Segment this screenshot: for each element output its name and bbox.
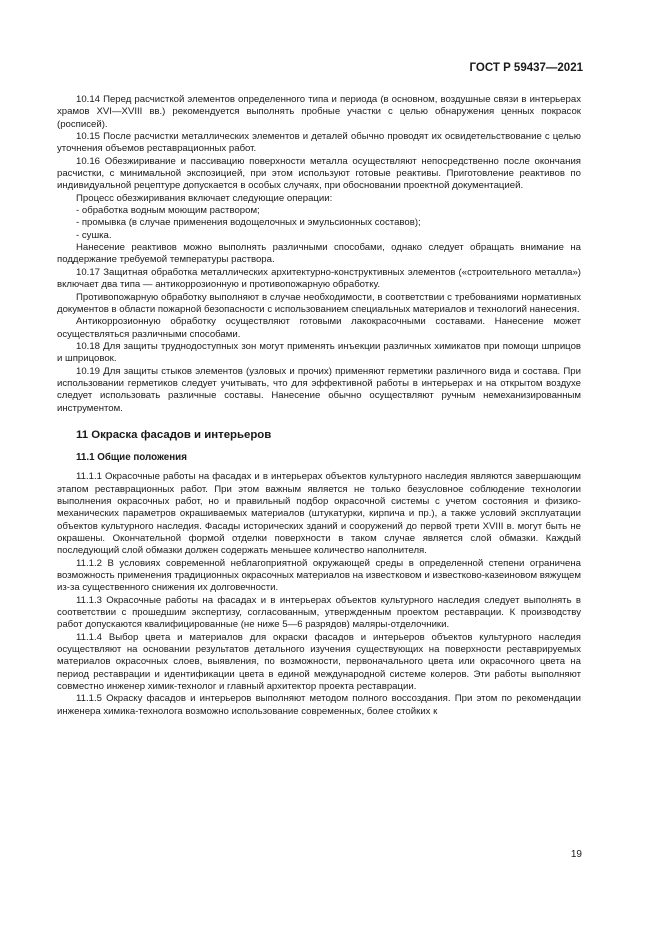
paragraph-10-16: 10.16 Обезжиривание и пассивацию поверхности металла осуществляют непосредственно после окончания расчистки, с минимальной экспозицией, при этом используют готовые реактивы. Приготовление реактивов по индивидуальной рецептуре допускается в особых случаях, при обосновании проектной документацией. <box>57 155 581 192</box>
list-item-drying: - сушка. <box>76 229 112 241</box>
paragraph-fire-protection: Противопожарную обработку выполняют в случае необходимости, в соответствии с требованиями нормативных документов в области пожарной безопасности с использованием специальных материалов и технологий нанесения. <box>57 291 581 315</box>
list-item-rinsing: - промывка (в случае применения водощелочных и эмульсионных составов); <box>76 217 421 229</box>
paragraph-11-1-4: 11.1.4 Выбор цвета и материалов для окраски фасадов и интерьеров объектов культурного наследия осуществляют на основании результатов детального изучения существующих на поверхности реставрируемых материалов окрасочных слоев, выявления, по возможности, первоначального цвета или окрасочного цвета на период реставрации и идентификации цвета в единой международной системе колеров. Эти работы выполняют совместно инженер химик-технолог и главный архитектор проекта реставрации. <box>57 631 581 693</box>
paragraph-10-15: 10.15 После расчистки металлических элементов и деталей обычно проводят их освидетельствование с целью уточнения объемов реставрационных работ. <box>57 131 581 155</box>
section-heading-11: 11 Окраска фасадов и интерьеров <box>76 428 272 441</box>
paragraph-10-17: 10.17 Защитная обработка металлических архитектурно-конструктивных элементов («строительного металла») включает два типа — антикоррозионную и противопожарную обработку. <box>57 266 581 291</box>
list-item-washing: - обработка водным моющим раствором; <box>76 205 260 217</box>
paragraph-11-1-5: 11.1.5 Окраску фасадов и интерьеров выполняют методом полного воссоздания. При этом по рекомендации инженера химика-технолога возможно использование современных, более стойких к <box>57 693 581 717</box>
page-number: 19 <box>570 849 582 860</box>
subsection-heading-11-1: 11.1 Общие положения <box>76 451 187 463</box>
paragraph-degreasing-intro: Процесс обезжиривания включает следующие операции: <box>76 192 333 204</box>
page-body <box>57 94 581 718</box>
paragraph-anticorrosion: Антикоррозионную обработку осуществляют готовыми лакокрасочными составами. Нанесение может осуществляться различными способами. <box>57 316 581 340</box>
paragraph-11-1-1: 11.1.1 Окрасочные работы на фасадах и в интерьерах объектов культурного наследия являются завершающим этапом реставрационных работ. При этом важным является не только безусловное соблюдение технологии выполнения окрасочных работ, но и правильный подбор окрасочной системы с учетом состояния и физико-механических параметров окрашиваемых материалов (штукатурки, кирпича и пр.), а также условий эксплуатации объектов культурного наследия. Фасады исторических зданий и сооружений до первой трети XVIII в. могут быть не окрашены. Окончательной формой отделки поверхности в таком случае является слой обмазки. Каждый последующий слой обмазки должен содержать меньшее количество наполнителя. <box>57 471 581 557</box>
document-standard-number: ГОСТ Р 59437—2021 <box>469 62 583 74</box>
paragraph-reagents: Нанесение реактивов можно выполнять различными способами, однако следует обращать внимание на поддержание требуемой температуры раствора. <box>57 242 581 266</box>
paragraph-10-14: 10.14 Перед расчисткой элементов определенного типа и периода (в основном, воздушные связи в интерьерах храмов XVI—XVIII вв.) рекомендуется выполнять пробные участки с целью обнаружения ценных покрасок (росписей). <box>57 94 581 130</box>
paragraph-10-18: 10.18 Для защиты труднодоступных зон могут применять инъекции различных химикатов при помощи шприцов и шприцовок. <box>57 340 581 365</box>
paragraph-11-1-3: 11.1.3 Окрасочные работы на фасадах и в интерьерах объектов культурного наследия следует выполнять в соответствии с прошедшим экспертизу, согласованным, утвержденным проектом реставрации. К производству работ допускаются квалифицированные (не ниже 5—6 разрядов) маляры-отделочники. <box>57 594 581 631</box>
paragraph-10-19: 10.19 Для защиты стыков элементов (узловых и прочих) применяют герметики различного вида и состава. При использовании герметиков следует учитывать, что для эффективной работы в интерьерах и на открытом воздухе следует использовать различные составы. Нанесение обычно осуществляют ручным немеханизированным инструментом. <box>57 365 581 414</box>
paragraph-11-1-2: 11.1.2 В условиях современной неблагоприятной окружающей среды в определенной степени ограничена возможность применения традиционных окрасочных материалов на известковом и известково-казеиновом вяжущем из-за существенного снижения их долговечности. <box>57 557 581 594</box>
